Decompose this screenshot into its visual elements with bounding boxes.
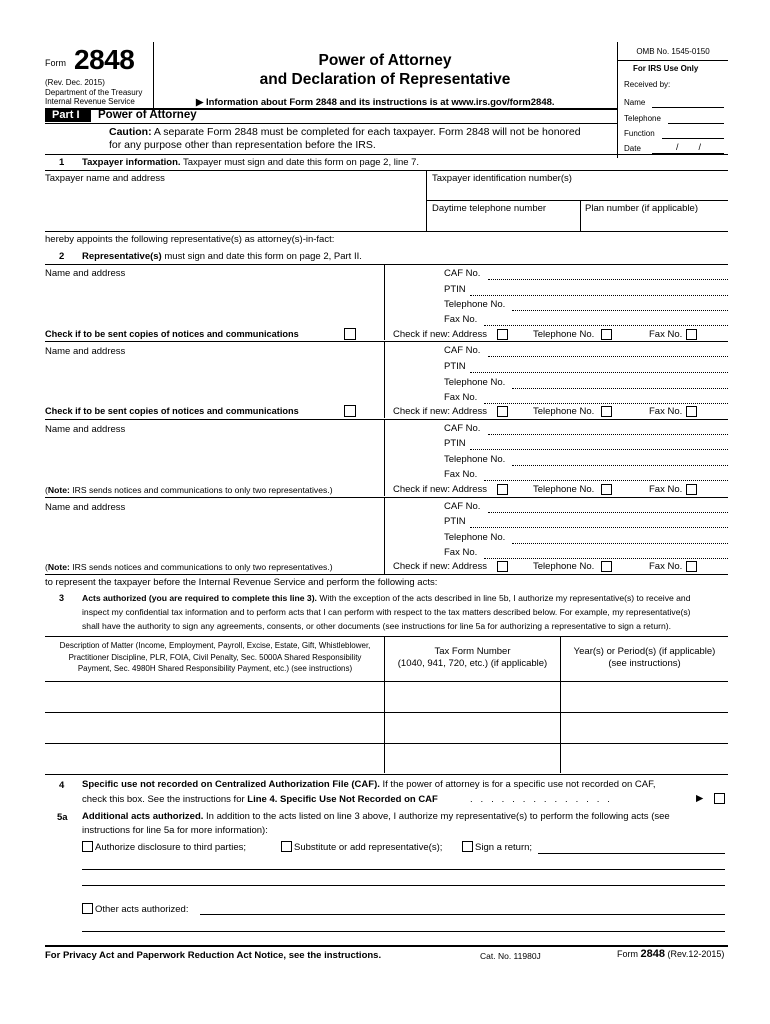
- rep3-telephone-label: Telephone No.: [444, 454, 506, 465]
- rep3-fax-label: Fax No.: [444, 469, 478, 480]
- rep4-new-phone-label: Telephone No.: [533, 561, 595, 572]
- line-2-number: 2: [59, 251, 65, 262]
- line-3-text-3: shall have the authority to sign any agreements, consents, or other documents (see instructions for line 5a for authorizing a representative to sign a return).: [82, 621, 671, 631]
- line-3-text-2: inspect my confidential tax information and to perform acts that I can perform with respect to the tax matters described below. For example, my representative(s): [82, 607, 691, 617]
- rep2-new-fax-checkbox[interactable]: [686, 406, 697, 417]
- arrow-icon: ▶: [696, 793, 704, 804]
- rep3-ptin-label: PTIN: [444, 438, 466, 449]
- rep4-new-fax-checkbox[interactable]: [686, 561, 697, 572]
- irs-name-label: Name: [624, 98, 646, 107]
- rep4-ptin-label: PTIN: [444, 516, 466, 527]
- rep2-name-address-label: Name and address: [45, 346, 126, 357]
- rep4-name-address-label: Name and address: [45, 502, 126, 513]
- rep4-new-phone-checkbox[interactable]: [601, 561, 612, 572]
- plan-number-label: Plan number (if applicable): [585, 203, 699, 214]
- authorize-disclosure-checkbox[interactable]: [82, 841, 93, 852]
- form-title-line1: Power of Attorney: [318, 52, 452, 69]
- col-description-header: Description of Matter (Income, Employment, Payroll, Excise, Estate, Gift, Whistleblower, Practitioner Discipline, PLR, FOIA, Civil Penalty, Sec. 5000A Shared Responsibility Payment, Sec. 4980H Shared Responsibility Payment, etc.) (see instructions): [59, 641, 371, 673]
- irs-telephone-label: Telephone: [624, 114, 661, 123]
- rep2-fax-label: Fax No.: [444, 392, 478, 403]
- rep1-caf-label: CAF No.: [444, 268, 481, 279]
- part-1-title: Power of Attorney: [98, 109, 197, 121]
- rep4-telephone-label: Telephone No.: [444, 532, 506, 543]
- rep4-new-address-checkbox[interactable]: [497, 561, 508, 572]
- rep3-note: (Note: IRS sends notices and communications to only two representatives.): [45, 485, 333, 495]
- irs-use-only: For IRS Use Only: [633, 64, 699, 73]
- irs-date-label: Date: [624, 144, 641, 153]
- rep2-new-address-checkbox[interactable]: [497, 406, 508, 417]
- rep2-caf-label: CAF No.: [444, 345, 481, 356]
- form-title-line2: and Declaration of Representative: [259, 71, 511, 88]
- additional-acts-line-1[interactable]: [82, 858, 725, 868]
- rep4-check-new-address: Check if new: Address: [393, 561, 487, 572]
- line-1-number: 1: [59, 157, 65, 168]
- rep1-copies-checkbox[interactable]: [344, 328, 356, 340]
- rep3-new-fax-label: Fax No.: [649, 484, 683, 495]
- taxpayer-id-field[interactable]: [427, 186, 727, 199]
- line-5a-text-2: instructions for line 5a for more information):: [82, 825, 268, 836]
- rep1-fax-label: Fax No.: [444, 314, 478, 325]
- rep4-fax-label: Fax No.: [444, 547, 478, 558]
- form-number: 2848: [74, 44, 135, 75]
- taxpayer-name-address-field[interactable]: [45, 186, 425, 230]
- caution-text: Caution: A separate Form 2848 must be completed for each taxpayer. Form 2848 will not be honored: [109, 126, 581, 138]
- additional-acts-line-2[interactable]: [82, 874, 725, 884]
- rep2-copies-checkbox[interactable]: [344, 405, 356, 417]
- sign-return-label: Sign a return;: [475, 842, 533, 853]
- taxpayer-name-address-label: Taxpayer name and address: [45, 173, 165, 184]
- rep1-new-fax-checkbox[interactable]: [686, 329, 697, 340]
- rep1-new-fax-label: Fax No.: [649, 329, 683, 340]
- line-5a-text-1: Additional acts authorized. In addition to the acts listed on line 3 above, I authorize my representative(s) to perform the following acts (see: [82, 811, 670, 822]
- rep3-new-phone-label: Telephone No.: [533, 484, 595, 495]
- form-label: Form: [45, 58, 66, 68]
- rep2-new-fax-label: Fax No.: [649, 406, 683, 417]
- line-3-number: 3: [59, 593, 65, 603]
- line-4-text-2: check this box. See the instructions for Line 4. Specific Use Not Recorded on CAF: [82, 794, 438, 805]
- acts-row-2[interactable]: [45, 713, 728, 742]
- substitute-representative-checkbox[interactable]: [281, 841, 292, 852]
- line-3-text-1: Acts authorized (you are required to complete this line 3). With the exception of the acts described in line 5b, I authorize my representative(s) to receive and: [82, 593, 691, 603]
- daytime-phone-label: Daytime telephone number: [432, 203, 547, 214]
- part-1-label: Part I: [45, 109, 91, 122]
- rep3-new-phone-checkbox[interactable]: [601, 484, 612, 495]
- rep4-caf-label: CAF No.: [444, 501, 481, 512]
- col-years-header: Year(s) or Period(s) (if applicable) (see instructions): [573, 646, 716, 669]
- rep1-new-phone-checkbox[interactable]: [601, 329, 612, 340]
- rep2-new-phone-checkbox[interactable]: [601, 406, 612, 417]
- other-acts-checkbox[interactable]: [82, 903, 93, 914]
- department: Department of the Treasury: [45, 88, 143, 97]
- rep4-note: (Note: IRS sends notices and communications to only two representatives.): [45, 562, 333, 572]
- rep1-new-address-checkbox[interactable]: [497, 329, 508, 340]
- rep1-ptin-label: PTIN: [444, 284, 466, 295]
- rep1-telephone-label: Telephone No.: [444, 299, 506, 310]
- footer-form-id: Form 2848 (Rev.12-2015): [617, 948, 725, 960]
- rep1-name-address-label: Name and address: [45, 268, 126, 279]
- rep3-new-address-checkbox[interactable]: [497, 484, 508, 495]
- other-acts-label: Other acts authorized:: [95, 904, 189, 915]
- catalog-number: Cat. No. 11980J: [480, 951, 541, 961]
- line-1-heading: Taxpayer information. Taxpayer must sign and date this form on page 2, line 7.: [82, 157, 420, 168]
- rep2-copies-label: Check if to be sent copies of notices and communications: [45, 406, 299, 416]
- represent-text: to represent the taxpayer before the Internal Revenue Service and perform the following acts:: [45, 577, 438, 588]
- omb-number: OMB No. 1545-0150: [636, 47, 710, 56]
- line-4-checkbox[interactable]: [714, 793, 725, 804]
- rep1-check-new-address: Check if new: Address: [393, 329, 487, 340]
- line-4-number: 4: [59, 780, 65, 791]
- info-link-text: ▶ Information about Form 2848 and its instructions is at www.irs.gov/form2848.: [196, 97, 555, 108]
- acts-row-1[interactable]: [45, 682, 728, 711]
- rep3-new-fax-checkbox[interactable]: [686, 484, 697, 495]
- line-5a-number: 5a: [57, 812, 68, 823]
- rep3-name-address-label: Name and address: [45, 424, 126, 435]
- line-4-dots: . . . . . . . . . . . . . .: [470, 794, 610, 805]
- rep3-caf-label: CAF No.: [444, 423, 481, 434]
- rep4-new-fax-label: Fax No.: [649, 561, 683, 572]
- substitute-representative-label: Substitute or add representative(s);: [294, 842, 443, 853]
- line-4-text-1: Specific use not recorded on Centralized Authorization File (CAF). If the power of attorney is for a specific use not recorded on CAF,: [82, 779, 656, 790]
- privacy-notice: For Privacy Act and Paperwork Reduction Act Notice, see the instructions.: [45, 950, 382, 961]
- irs-function-label: Function: [624, 129, 655, 138]
- col-tax-form-header: Tax Form Number (1040, 941, 720, etc.) (if applicable): [397, 646, 548, 669]
- acts-row-3[interactable]: [45, 744, 728, 773]
- received-by-label: Received by:: [624, 80, 671, 89]
- authorize-disclosure-label: Authorize disclosure to third parties;: [95, 842, 247, 853]
- appoints-text: hereby appoints the following representative(s) as attorney(s)-in-fact:: [45, 234, 335, 245]
- rep2-check-new-address: Check if new: Address: [393, 406, 487, 417]
- revision-date: (Rev. Dec. 2015): [45, 78, 105, 87]
- line-2-heading: Representative(s) must sign and date this form on page 2, Part II.: [82, 251, 362, 262]
- rep2-new-phone-label: Telephone No.: [533, 406, 595, 417]
- other-acts-field[interactable]: [200, 903, 725, 914]
- rep2-telephone-label: Telephone No.: [444, 377, 506, 388]
- taxpayer-id-label: Taxpayer identification number(s): [432, 173, 572, 184]
- rep3-check-new-address: Check if new: Address: [393, 484, 487, 495]
- rep1-new-phone-label: Telephone No.: [533, 329, 595, 340]
- rep1-copies-label: Check if to be sent copies of notices and communications: [45, 329, 299, 339]
- rep2-ptin-label: PTIN: [444, 361, 466, 372]
- irs-date-separators: / /: [676, 142, 702, 152]
- caution-text-line2: for any purpose other than representation before the IRS.: [109, 139, 376, 151]
- agency: Internal Revenue Service: [45, 97, 135, 106]
- sign-return-checkbox[interactable]: [462, 841, 473, 852]
